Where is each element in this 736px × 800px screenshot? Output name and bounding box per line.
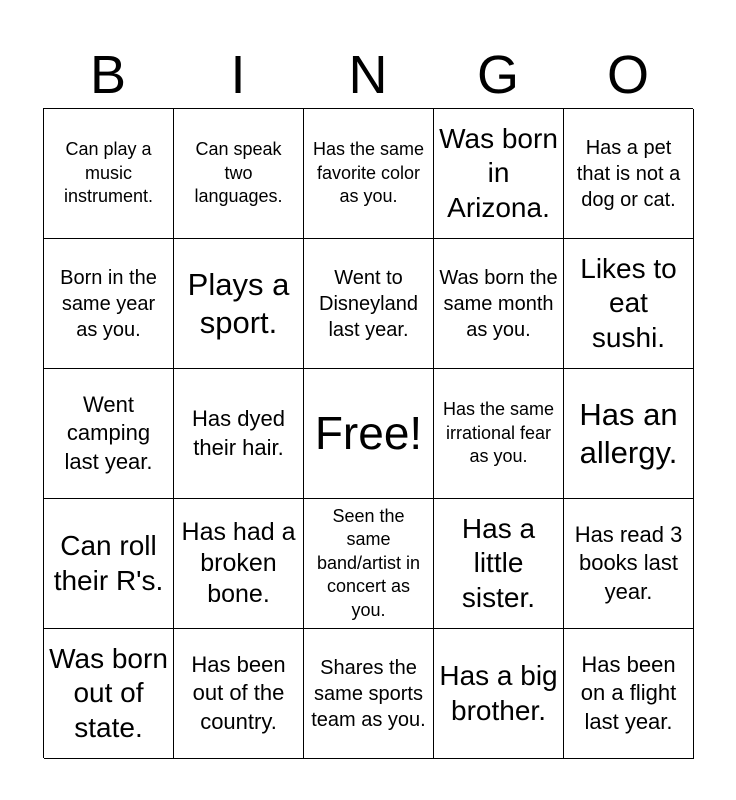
bingo-cell: Seen the same band/artist in concert as you. bbox=[304, 499, 434, 629]
bingo-header bbox=[43, 42, 693, 108]
bingo-cell: Has a big brother. bbox=[434, 629, 564, 759]
bingo-cell: Plays a sport. bbox=[174, 239, 304, 369]
header-letter-i: I bbox=[230, 45, 246, 105]
bingo-cell: Has the same favorite color as you. bbox=[304, 109, 434, 239]
bingo-cell: Went to Disneyland last year. bbox=[304, 239, 434, 369]
bingo-cell: Has a pet that is not a dog or cat. bbox=[564, 109, 694, 239]
bingo-cell: Can speak two languages. bbox=[174, 109, 304, 239]
bingo-cell: Has been out of the country. bbox=[174, 629, 304, 759]
bingo-grid bbox=[43, 108, 693, 758]
header-letter-b: B bbox=[89, 45, 127, 105]
free-space: Free! bbox=[304, 369, 434, 499]
bingo-cell: Was born the same month as you. bbox=[434, 239, 564, 369]
bingo-cell: Has a little sister. bbox=[434, 499, 564, 629]
bingo-cell: Has been on a flight last year. bbox=[564, 629, 694, 759]
bingo-cell: Has dyed their hair. bbox=[174, 369, 304, 499]
bingo-cell: Was born out of state. bbox=[44, 629, 174, 759]
bingo-cell: Has an allergy. bbox=[564, 369, 694, 499]
bingo-cell: Was born in Arizona. bbox=[434, 109, 564, 239]
bingo-cell: Can play a music instrument. bbox=[44, 109, 174, 239]
bingo-cell: Has read 3 books last year. bbox=[564, 499, 694, 629]
bingo-cell: Born in the same year as you. bbox=[44, 239, 174, 369]
bingo-cell: Has the same irrational fear as you. bbox=[434, 369, 564, 499]
bingo-cell: Likes to eat sushi. bbox=[564, 239, 694, 369]
header-letter-n: N bbox=[348, 45, 388, 105]
bingo-cell: Shares the same sports team as you. bbox=[304, 629, 434, 759]
header-letter-g: G bbox=[476, 45, 519, 105]
bingo-cell: Has had a broken bone. bbox=[174, 499, 304, 629]
bingo-cell: Can roll their R's. bbox=[44, 499, 174, 629]
bingo-cell: Went camping last year. bbox=[44, 369, 174, 499]
header-letter-o: O bbox=[606, 45, 649, 105]
